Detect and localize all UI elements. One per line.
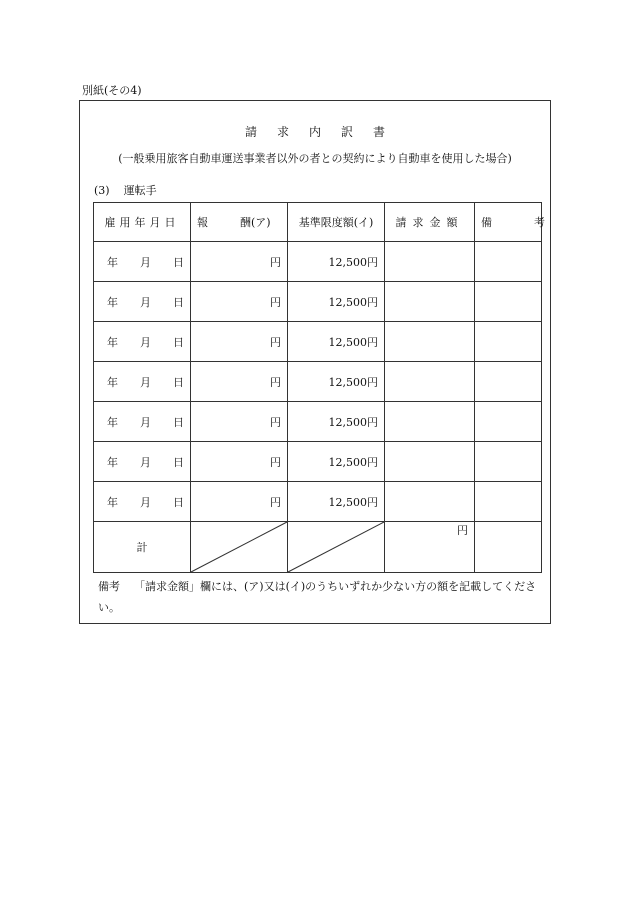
remarks-cell[interactable] xyxy=(475,322,542,362)
total-remarks[interactable] xyxy=(475,522,542,573)
month-unit: 月 xyxy=(140,415,151,429)
table-row xyxy=(94,322,542,362)
reward-cell[interactable]: 円 xyxy=(191,442,288,482)
year-unit: 年 xyxy=(107,335,118,349)
note-heading: 備考 xyxy=(98,580,120,593)
claim-amount-cell[interactable] xyxy=(385,322,475,362)
remarks-cell[interactable] xyxy=(475,402,542,442)
reward-cell[interactable]: 円 xyxy=(191,402,288,442)
month-unit: 月 xyxy=(140,335,151,349)
year-unit: 年 xyxy=(107,415,118,429)
year-unit: 年 xyxy=(107,455,118,469)
header-remarks-part2: 考 xyxy=(534,216,545,229)
standard-limit-cell: 12,500円 xyxy=(288,282,385,322)
employment-date-cell[interactable] xyxy=(94,442,191,482)
remarks-cell[interactable] xyxy=(475,362,542,402)
year-unit: 年 xyxy=(107,495,118,509)
standard-limit-cell: 12,500円 xyxy=(288,482,385,522)
standard-limit-cell: 12,500円 xyxy=(288,322,385,362)
reward-cell[interactable]: 円 xyxy=(191,322,288,362)
total-limit-slashed xyxy=(288,522,385,573)
reward-cell[interactable]: 円 xyxy=(191,242,288,282)
header-remarks xyxy=(475,203,545,242)
claim-amount-cell[interactable] xyxy=(385,282,475,322)
claim-amount-cell[interactable] xyxy=(385,242,475,282)
header-employment-date: 雇用年月日 xyxy=(94,203,191,242)
table-row xyxy=(94,362,542,402)
total-label: 計 xyxy=(94,522,191,573)
day-unit: 日 xyxy=(173,295,184,309)
employment-date-cell[interactable] xyxy=(94,242,191,282)
section-label xyxy=(94,182,157,198)
diagonal-slash xyxy=(288,522,384,572)
section-name: 運転手 xyxy=(123,184,157,197)
document-frame xyxy=(79,100,551,624)
year-unit: 年 xyxy=(107,255,118,269)
total-claim-amount[interactable]: 円 xyxy=(385,522,475,573)
month-unit: 月 xyxy=(140,375,151,389)
table-row xyxy=(94,482,542,522)
month-unit: 月 xyxy=(140,455,151,469)
day-unit: 日 xyxy=(173,255,184,269)
attachment-label: 別紙(その4) xyxy=(82,84,142,97)
standard-limit-cell: 12,500円 xyxy=(288,242,385,282)
year-unit: 年 xyxy=(107,375,118,389)
header-reward-part2: 酬(ア) xyxy=(240,216,271,229)
header-remarks-part1: 備 xyxy=(481,216,492,229)
month-unit: 月 xyxy=(140,495,151,509)
standard-limit-cell: 12,500円 xyxy=(288,442,385,482)
month-unit: 月 xyxy=(140,255,151,269)
day-unit: 日 xyxy=(173,335,184,349)
breakdown-table xyxy=(93,202,545,573)
reward-cell[interactable]: 円 xyxy=(191,282,288,322)
note-body: 「請求金額」欄には、(ア)又は(イ)のうちいずれか少ない方の額を記載してください。 xyxy=(98,580,537,614)
day-unit: 日 xyxy=(173,415,184,429)
day-unit: 日 xyxy=(173,495,184,509)
employment-date-cell[interactable] xyxy=(94,362,191,402)
standard-limit-cell: 12,500円 xyxy=(288,402,385,442)
total-row xyxy=(94,522,542,573)
reward-cell[interactable]: 円 xyxy=(191,362,288,402)
table-row xyxy=(94,402,542,442)
header-standard-limit: 基準限度額(イ) xyxy=(288,203,385,242)
employment-date-cell[interactable] xyxy=(94,322,191,362)
claim-amount-cell[interactable] xyxy=(385,482,475,522)
header-reward-part1: 報 xyxy=(197,216,208,229)
diagonal-slash xyxy=(191,522,287,572)
table-row xyxy=(94,242,542,282)
claim-amount-cell[interactable] xyxy=(385,402,475,442)
claim-amount-cell[interactable] xyxy=(385,362,475,402)
document-title: 請求内訳書 xyxy=(244,125,405,139)
year-unit: 年 xyxy=(107,295,118,309)
table-row xyxy=(94,442,542,482)
standard-limit-cell: 12,500円 xyxy=(288,362,385,402)
month-unit: 月 xyxy=(140,295,151,309)
reward-cell[interactable]: 円 xyxy=(191,482,288,522)
remarks-cell[interactable] xyxy=(475,242,542,282)
total-reward-slashed xyxy=(191,522,288,573)
document-subtitle: (一般乗用旅客自動車運送事業者以外の者との契約により自動車を使用した場合) xyxy=(118,152,512,165)
day-unit: 日 xyxy=(173,455,184,469)
day-unit: 日 xyxy=(173,375,184,389)
remarks-cell[interactable] xyxy=(475,482,542,522)
table-header-row xyxy=(94,203,542,242)
remarks-note xyxy=(98,576,538,618)
remarks-cell[interactable] xyxy=(475,282,542,322)
header-claim-amount: 請求金額 xyxy=(385,203,475,242)
claim-amount-cell[interactable] xyxy=(385,442,475,482)
remarks-cell[interactable] xyxy=(475,442,542,482)
section-number: (3) xyxy=(94,184,110,197)
table-body xyxy=(94,242,542,573)
employment-date-cell[interactable] xyxy=(94,402,191,442)
employment-date-cell[interactable] xyxy=(94,482,191,522)
employment-date-cell[interactable] xyxy=(94,282,191,322)
table-row xyxy=(94,282,542,322)
header-reward xyxy=(191,203,288,242)
